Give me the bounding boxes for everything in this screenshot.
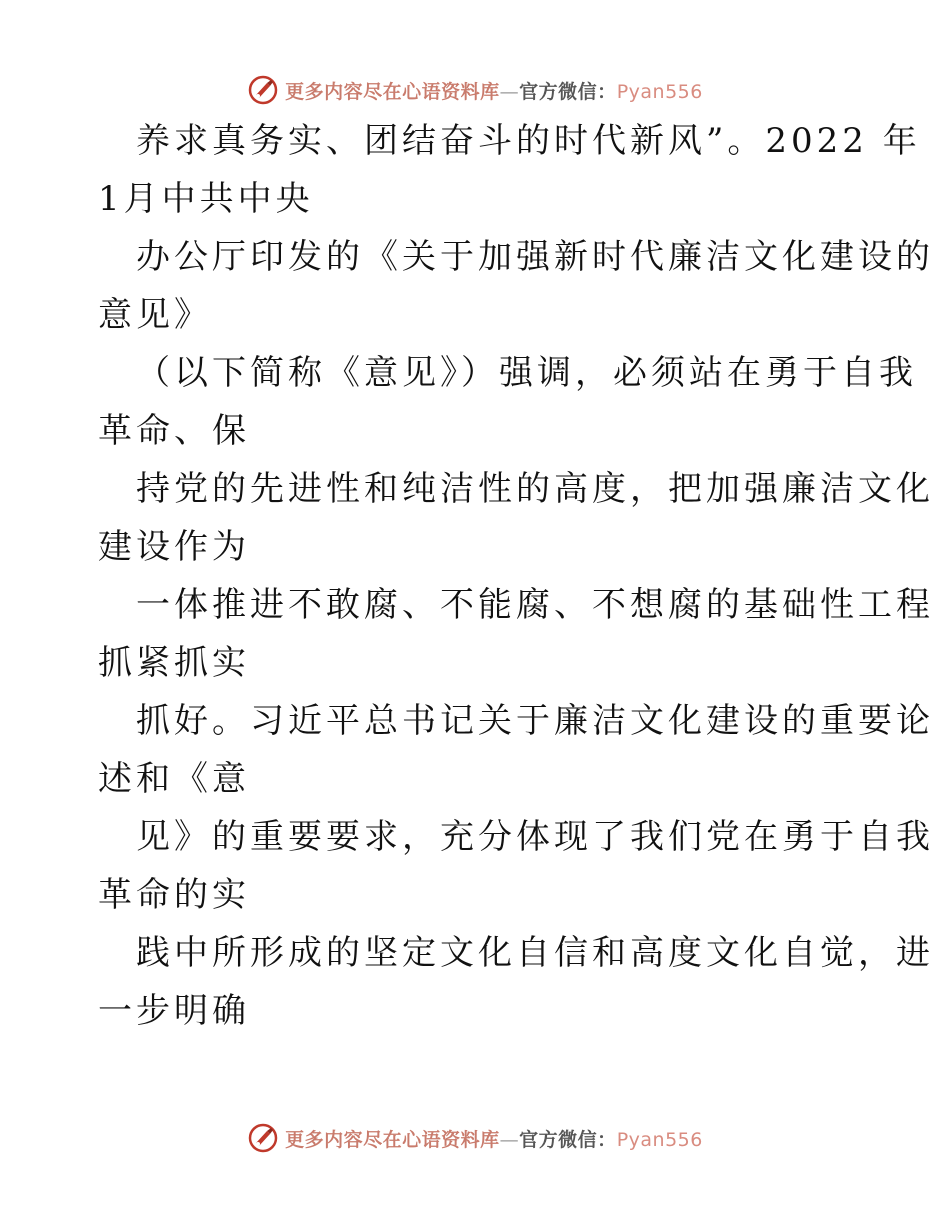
text-line: 养求真务实、团结奋斗的时代新风”。2022 年 xyxy=(136,121,921,161)
watermark-text xyxy=(285,77,703,104)
watermark-separator: — xyxy=(499,1128,520,1151)
watermark-separator: — xyxy=(499,80,520,103)
header-watermark xyxy=(0,70,950,110)
seal-logo-icon xyxy=(247,1122,279,1154)
watermark-wechat-id: Pyan556 xyxy=(616,80,703,103)
text-line: 见》的重要要求，充分体现了我们党在勇于自我 xyxy=(136,817,934,857)
text-line: 践中所形成的坚定文化自信和高度文化自觉，进 xyxy=(136,933,934,973)
text-line: 办公厅印发的《关于加强新时代廉洁文化建设的 xyxy=(136,237,934,277)
text-line: 一体推进不敢腐、不能腐、不想腐的基础性工程 xyxy=(136,585,934,625)
watermark-brand: 更多内容尽在心语资料库 xyxy=(285,1128,500,1151)
watermark-brand: 更多内容尽在心语资料库 xyxy=(285,80,500,103)
text-line: 抓紧抓实 xyxy=(98,643,250,683)
body-text xyxy=(98,112,934,1040)
watermark-official-label: 官方微信： xyxy=(519,80,617,103)
text-line: 意见》 xyxy=(98,295,212,335)
text-line: 建设作为 xyxy=(98,527,250,567)
text-line: 革命、保 xyxy=(98,411,250,451)
text-line: 革命的实 xyxy=(98,875,250,915)
text-line: （以下简称《意见》）强调，必须站在勇于自我 xyxy=(136,353,917,393)
seal-logo-icon xyxy=(247,74,279,106)
text-line: 述和《意 xyxy=(98,759,250,799)
watermark-official-label: 官方微信： xyxy=(519,1128,617,1151)
text-line: 1月中共中央 xyxy=(98,179,314,219)
watermark-text xyxy=(285,1125,703,1152)
text-line: 抓好。习近平总书记关于廉洁文化建设的重要论 xyxy=(136,701,934,741)
footer-watermark xyxy=(0,1118,950,1158)
watermark-wechat-id: Pyan556 xyxy=(616,1128,703,1151)
text-line: 持党的先进性和纯洁性的高度，把加强廉洁文化 xyxy=(136,469,934,509)
text-line: 一步明确 xyxy=(98,991,250,1031)
